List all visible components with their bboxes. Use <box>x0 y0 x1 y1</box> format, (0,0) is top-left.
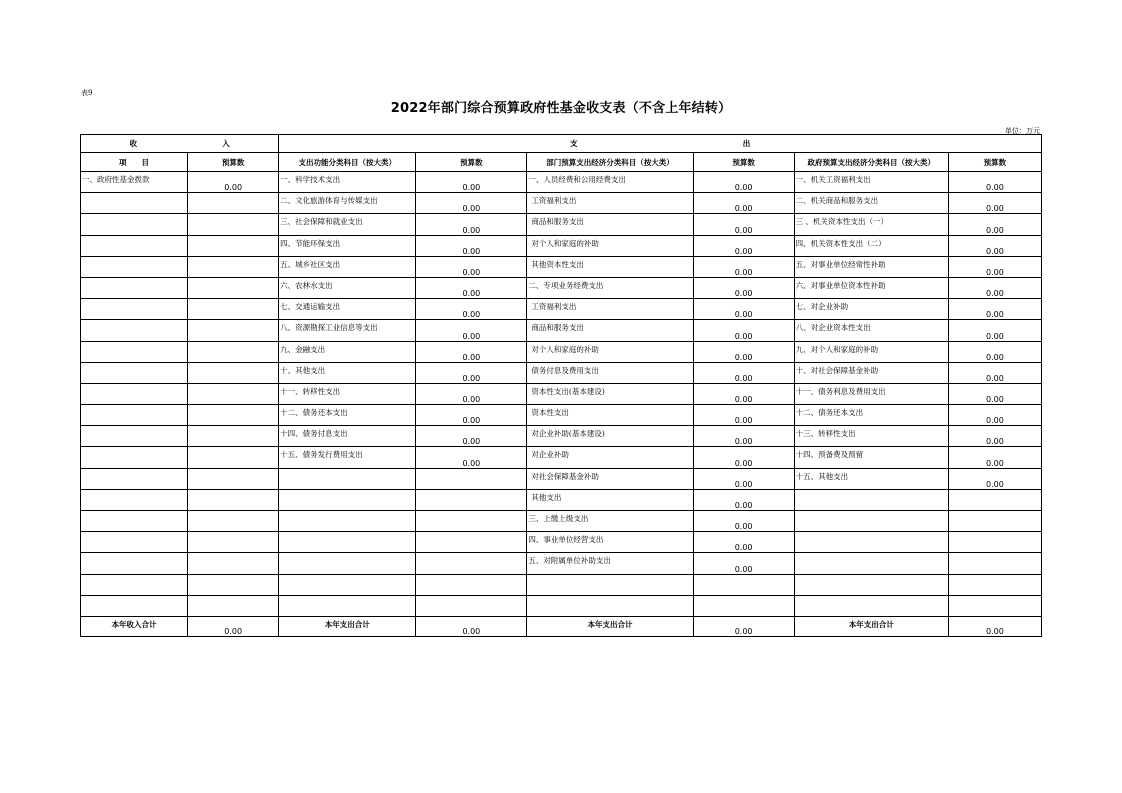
function-item-cell <box>279 511 416 532</box>
function-budget-cell <box>416 574 527 595</box>
dept-economic-item-cell: 对社会保障基金补助 <box>527 468 693 489</box>
gov-economic-budget-cell: 0.00 <box>948 193 1041 214</box>
table-row <box>81 256 1042 277</box>
dept-economic-item-cell: 其他支出 <box>527 489 693 510</box>
table-row <box>81 320 1042 341</box>
budget-table <box>80 134 1042 637</box>
band-row <box>81 135 1042 153</box>
income-budget-cell <box>188 362 279 383</box>
table-row <box>81 426 1042 447</box>
dept-economic-total-value: 0.00 <box>693 616 794 636</box>
income-budget-cell <box>188 426 279 447</box>
gov-economic-budget-cell: 0.00 <box>948 235 1041 256</box>
function-budget-cell: 0.00 <box>416 299 527 320</box>
gov-economic-item-cell: 十一、债务利息及费用支出 <box>794 383 948 404</box>
function-budget-cell: 0.00 <box>416 426 527 447</box>
dept-economic-budget-cell: 0.00 <box>693 214 794 235</box>
function-budget-cell: 0.00 <box>416 277 527 298</box>
dept-economic-item-cell: 商品和服务支出 <box>527 214 693 235</box>
income-item-cell <box>81 489 188 510</box>
table-row <box>81 193 1042 214</box>
function-item-cell <box>279 489 416 510</box>
gov-economic-budget-cell: 0.00 <box>948 277 1041 298</box>
table-row <box>81 489 1042 510</box>
function-item-cell: 十、其他支出 <box>279 362 416 383</box>
gov-economic-item-cell: 十五、其他支出 <box>794 468 948 489</box>
header-gov-economic-budget: 预算数 <box>948 153 1041 172</box>
expense-band-char-1: 支 <box>569 139 578 148</box>
table-row <box>81 532 1042 553</box>
gov-economic-budget-cell: 0.00 <box>948 256 1041 277</box>
dept-economic-item-cell: 二、专项业务经费支出 <box>527 277 693 298</box>
function-budget-cell: 0.00 <box>416 383 527 404</box>
header-row <box>81 153 1042 172</box>
table-row <box>81 277 1042 298</box>
header-gov-economic-category: 政府预算支出经济分类科目（按大类） <box>794 153 948 172</box>
dept-economic-budget-cell: 0.00 <box>693 235 794 256</box>
income-budget-cell <box>188 299 279 320</box>
function-item-cell: 一、科学技术支出 <box>279 172 416 193</box>
dept-economic-budget-cell: 0.00 <box>693 277 794 298</box>
income-item-cell <box>81 235 188 256</box>
gov-economic-item-cell: 七、对企业补助 <box>794 299 948 320</box>
gov-economic-item-cell <box>794 595 948 616</box>
gov-economic-total-label: 本年支出合计 <box>794 616 948 636</box>
function-budget-cell <box>416 553 527 574</box>
income-budget-cell <box>188 468 279 489</box>
gov-economic-budget-cell <box>948 595 1041 616</box>
income-item-cell <box>81 405 188 426</box>
header-function-category: 支出功能分类科目（按大类） <box>279 153 416 172</box>
gov-economic-budget-cell: 0.00 <box>948 468 1041 489</box>
dept-economic-item-cell: 五、对附属单位补助支出 <box>527 553 693 574</box>
dept-economic-budget-cell: 0.00 <box>693 532 794 553</box>
dept-economic-budget-cell <box>693 595 794 616</box>
income-budget-cell <box>188 383 279 404</box>
income-budget-cell <box>188 277 279 298</box>
income-budget-cell <box>188 532 279 553</box>
dept-economic-item-cell: 三、上缴上级支出 <box>527 511 693 532</box>
dept-economic-item-cell: 资本性支出 <box>527 405 693 426</box>
dept-economic-budget-cell: 0.00 <box>693 172 794 193</box>
function-budget-cell: 0.00 <box>416 447 527 468</box>
gov-economic-item-cell <box>794 511 948 532</box>
dept-economic-budget-cell <box>693 574 794 595</box>
page-title: 2022年部门综合预算政府性基金收支表（不含上年结转） <box>390 101 732 116</box>
income-item-cell <box>81 277 188 298</box>
function-item-cell: 四、节能环保支出 <box>279 235 416 256</box>
dept-economic-item-cell: 对企业补助 <box>527 447 693 468</box>
function-budget-cell <box>416 532 527 553</box>
income-budget-cell <box>188 320 279 341</box>
income-item-cell <box>81 193 188 214</box>
income-item-cell <box>81 426 188 447</box>
function-item-cell <box>279 532 416 553</box>
table-number: 表9 <box>81 89 93 97</box>
income-budget-cell <box>188 341 279 362</box>
gov-economic-budget-cell: 0.00 <box>948 405 1041 426</box>
income-item-cell <box>81 383 188 404</box>
gov-economic-item-cell: 六、对事业单位资本性补助 <box>794 277 948 298</box>
expense-band-char-2: 出 <box>742 139 751 148</box>
dept-economic-item-cell: 债务付息及费用支出 <box>527 362 693 383</box>
gov-economic-item-cell <box>794 489 948 510</box>
gov-economic-budget-cell: 0.00 <box>948 426 1041 447</box>
function-budget-cell <box>416 511 527 532</box>
dept-economic-budget-cell: 0.00 <box>693 193 794 214</box>
dept-economic-item-cell: 对个人和家庭的补助 <box>527 341 693 362</box>
gov-economic-budget-cell: 0.00 <box>948 299 1041 320</box>
table-row <box>81 468 1042 489</box>
dept-economic-item-cell: 一、人员经费和公用经费支出 <box>527 172 693 193</box>
income-budget-cell <box>188 256 279 277</box>
income-item-cell <box>81 447 188 468</box>
gov-economic-item-cell: 三 、机关资本性支出（一） <box>794 214 948 235</box>
gov-economic-budget-cell: 0.00 <box>948 383 1041 404</box>
dept-economic-budget-cell: 0.00 <box>693 447 794 468</box>
function-budget-cell: 0.00 <box>416 235 527 256</box>
function-budget-cell <box>416 468 527 489</box>
gov-economic-item-cell: 十、对社会保障基金补助 <box>794 362 948 383</box>
income-item-cell <box>81 320 188 341</box>
dept-economic-item-cell: 对企业补助(基本建设) <box>527 426 693 447</box>
income-item-cell <box>81 299 188 320</box>
income-budget-cell <box>188 235 279 256</box>
dept-economic-item-cell <box>527 595 693 616</box>
table-row <box>81 172 1042 193</box>
income-item-cell <box>81 341 188 362</box>
table-row <box>81 511 1042 532</box>
dept-economic-item-cell: 对个人和家庭的补助 <box>527 235 693 256</box>
dept-economic-budget-cell: 0.00 <box>693 320 794 341</box>
dept-economic-total-label: 本年支出合计 <box>527 616 693 636</box>
gov-economic-budget-cell: 0.00 <box>948 172 1041 193</box>
function-item-cell: 十二、债务还本支出 <box>279 405 416 426</box>
function-item-cell: 二、文化旅游体育与传媒支出 <box>279 193 416 214</box>
income-item-cell <box>81 256 188 277</box>
income-item-cell <box>81 468 188 489</box>
income-budget-cell <box>188 511 279 532</box>
gov-economic-budget-cell: 0.00 <box>948 341 1041 362</box>
income-item-cell <box>81 574 188 595</box>
income-budget-cell <box>188 447 279 468</box>
table-row <box>81 405 1042 426</box>
income-budget-cell <box>188 553 279 574</box>
gov-economic-budget-cell: 0.00 <box>948 214 1041 235</box>
dept-economic-budget-cell: 0.00 <box>693 426 794 447</box>
function-item-cell: 十四、债务付息支出 <box>279 426 416 447</box>
header-income-item: 项 目 <box>81 153 188 172</box>
income-budget-cell: 0.00 <box>188 172 279 193</box>
header-dept-economic-category: 部门预算支出经济分类科目（按大类） <box>527 153 693 172</box>
table-row <box>81 447 1042 468</box>
table-row <box>81 553 1042 574</box>
gov-economic-budget-cell <box>948 489 1041 510</box>
table-row <box>81 341 1042 362</box>
function-budget-cell: 0.00 <box>416 214 527 235</box>
header-income-budget: 预算数 <box>188 153 279 172</box>
function-item-cell: 三、社会保障和就业支出 <box>279 214 416 235</box>
gov-economic-item-cell <box>794 532 948 553</box>
function-item-cell: 六、农林水支出 <box>279 277 416 298</box>
income-item-cell <box>81 214 188 235</box>
table-row <box>81 214 1042 235</box>
function-budget-cell: 0.00 <box>416 405 527 426</box>
function-budget-cell: 0.00 <box>416 256 527 277</box>
income-budget-cell <box>188 193 279 214</box>
gov-economic-item-cell <box>794 574 948 595</box>
gov-economic-item-cell: 四、机关资本性支出（二） <box>794 235 948 256</box>
dept-economic-budget-cell: 0.00 <box>693 299 794 320</box>
gov-economic-item-cell: 十二、债务还本支出 <box>794 405 948 426</box>
dept-economic-item-cell: 工资福利支出 <box>527 299 693 320</box>
dept-economic-item-cell: 四、事业单位经营支出 <box>527 532 693 553</box>
total-row <box>81 616 1042 636</box>
header-dept-economic-budget: 预算数 <box>693 153 794 172</box>
table-row <box>81 574 1042 595</box>
dept-economic-budget-cell: 0.00 <box>693 362 794 383</box>
table-row <box>81 362 1042 383</box>
income-item-cell <box>81 511 188 532</box>
dept-economic-budget-cell: 0.00 <box>693 489 794 510</box>
function-budget-cell: 0.00 <box>416 341 527 362</box>
dept-economic-budget-cell: 0.00 <box>693 511 794 532</box>
function-total-label: 本年支出合计 <box>279 616 416 636</box>
dept-economic-budget-cell: 0.00 <box>693 341 794 362</box>
function-budget-cell: 0.00 <box>416 362 527 383</box>
gov-economic-budget-cell <box>948 532 1041 553</box>
function-item-cell: 八、资源勘探工业信息等支出 <box>279 320 416 341</box>
income-budget-cell <box>188 489 279 510</box>
gov-economic-item-cell: 九、对个人和家庭的补助 <box>794 341 948 362</box>
dept-economic-budget-cell: 0.00 <box>693 553 794 574</box>
gov-economic-budget-cell <box>948 553 1041 574</box>
table-row <box>81 595 1042 616</box>
function-budget-cell: 0.00 <box>416 320 527 341</box>
gov-economic-item-cell: 十四、预备费及预留 <box>794 447 948 468</box>
unit-label: 单位：万元 <box>1005 127 1040 135</box>
income-band-char-1: 收 <box>129 139 137 148</box>
function-budget-cell: 0.00 <box>416 172 527 193</box>
gov-economic-budget-cell: 0.00 <box>948 320 1041 341</box>
income-budget-cell <box>188 405 279 426</box>
gov-economic-item-cell: 五、对事业单位经常性补助 <box>794 256 948 277</box>
income-item-cell <box>81 553 188 574</box>
gov-economic-item-cell: 八、对企业资本性支出 <box>794 320 948 341</box>
income-total-label: 本年收入合计 <box>81 616 188 636</box>
income-item-cell <box>81 532 188 553</box>
dept-economic-item-cell: 工资福利支出 <box>527 193 693 214</box>
expense-band <box>279 135 1042 153</box>
table-row <box>81 299 1042 320</box>
dept-economic-budget-cell: 0.00 <box>693 256 794 277</box>
dept-economic-item-cell: 商品和服务支出 <box>527 320 693 341</box>
income-budget-cell <box>188 595 279 616</box>
dept-economic-budget-cell: 0.00 <box>693 405 794 426</box>
income-item-cell <box>81 362 188 383</box>
function-budget-cell: 0.00 <box>416 193 527 214</box>
function-item-cell: 十一、转移性支出 <box>279 383 416 404</box>
gov-economic-budget-cell <box>948 511 1041 532</box>
dept-economic-budget-cell: 0.00 <box>693 383 794 404</box>
function-budget-cell <box>416 595 527 616</box>
income-budget-cell <box>188 214 279 235</box>
dept-economic-item-cell: 其他资本性支出 <box>527 256 693 277</box>
table-row <box>81 235 1042 256</box>
function-item-cell: 五、城乡社区支出 <box>279 256 416 277</box>
function-item-cell: 七、交通运输支出 <box>279 299 416 320</box>
income-item-cell <box>81 595 188 616</box>
function-item-cell <box>279 553 416 574</box>
income-total-value: 0.00 <box>188 616 279 636</box>
function-budget-cell <box>416 489 527 510</box>
gov-economic-item-cell: 十三、转移性支出 <box>794 426 948 447</box>
dept-economic-budget-cell: 0.00 <box>693 468 794 489</box>
dept-economic-item-cell <box>527 574 693 595</box>
gov-economic-total-value: 0.00 <box>948 616 1041 636</box>
function-item-cell <box>279 468 416 489</box>
dept-economic-item-cell: 资本性支出(基本建设) <box>527 383 693 404</box>
gov-economic-budget-cell: 0.00 <box>948 447 1041 468</box>
gov-economic-budget-cell <box>948 574 1041 595</box>
gov-economic-budget-cell: 0.00 <box>948 362 1041 383</box>
income-item-cell: 一、政府性基金拨款 <box>81 172 188 193</box>
function-total-value: 0.00 <box>416 616 527 636</box>
income-budget-cell <box>188 574 279 595</box>
income-band-char-2: 入 <box>222 139 230 148</box>
function-item-cell <box>279 595 416 616</box>
function-item-cell: 九、金融支出 <box>279 341 416 362</box>
function-item-cell <box>279 574 416 595</box>
income-band <box>81 135 279 153</box>
header-function-budget: 预算数 <box>416 153 527 172</box>
gov-economic-item-cell: 二、机关商品和服务支出 <box>794 193 948 214</box>
function-item-cell: 十五、债务发行费用支出 <box>279 447 416 468</box>
table-row <box>81 383 1042 404</box>
gov-economic-item-cell <box>794 553 948 574</box>
gov-economic-item-cell: 一、机关工资福利支出 <box>794 172 948 193</box>
